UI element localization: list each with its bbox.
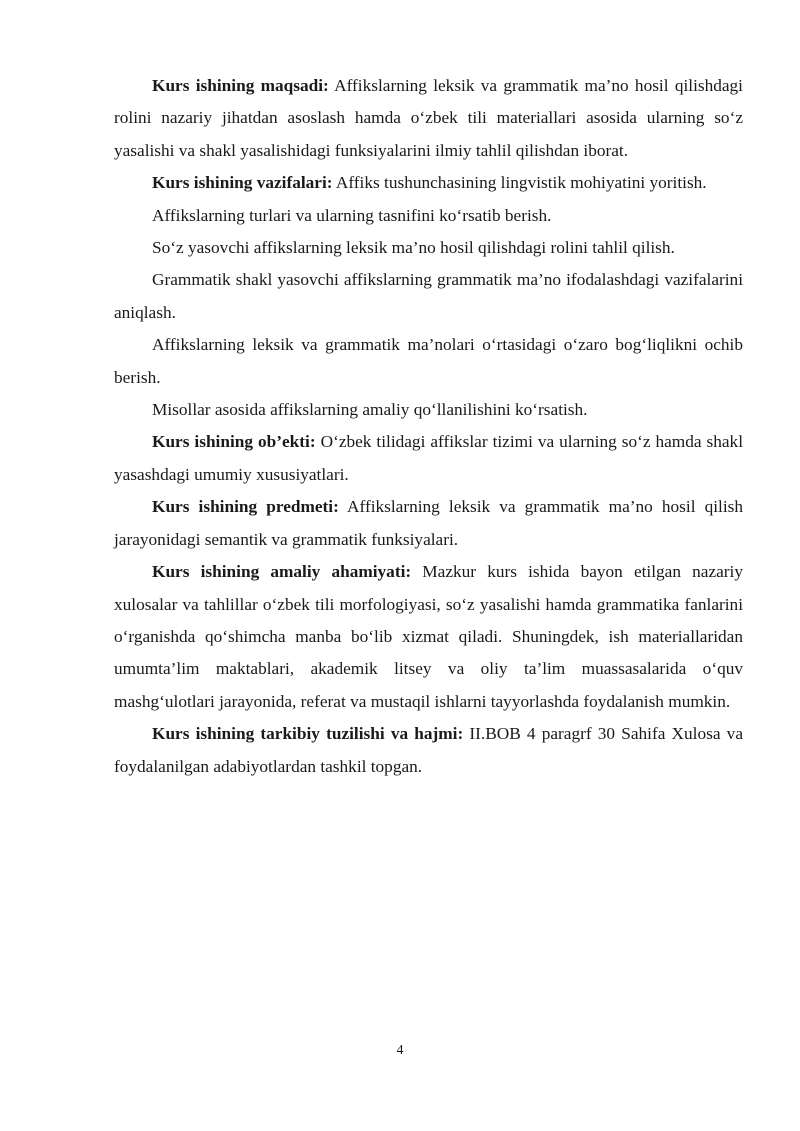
paragraph-text: Affikslarning leksik va grammatik ma’no hosil qilish jarayonidagi semantik va grammatik funksiyalari. — [114, 497, 743, 549]
paragraph-label: Kurs ishining tarkibiy tuzilishi va hajmi: — [152, 724, 464, 744]
paragraph-text: Affikslarning leksik va grammatik ma’nolari o‘rtasidagi o‘zaro bog‘liqlikni ochib berish. — [114, 335, 743, 387]
paragraph-text: Misollar asosida affikslarning amaliy qo‘llanilishini ko‘rsatish. — [152, 400, 588, 420]
paragraph-text: II.BOB 4 paragrf 30 Sahifa Xulosa va foydalanilgan adabiyotlardan tashkil topgan. — [114, 724, 743, 776]
paragraph-maqsadi — [114, 70, 743, 167]
paragraph-predmeti — [114, 491, 743, 556]
paragraph-label: Kurs ishining predmeti: — [152, 497, 339, 517]
paragraph-obekti — [114, 426, 743, 491]
paragraph-text: Affikslarning turlari va ularning tasnifini ko‘rsatib berish. — [152, 205, 552, 225]
task-item — [114, 232, 743, 264]
paragraph-text: So‘z yasovchi affikslarning leksik ma’no hosil qilishdagi rolini tahlil qilish. — [152, 238, 675, 258]
paragraph-label: Kurs ishining vazifalari: — [152, 173, 333, 193]
paragraph-tuzilishi — [114, 718, 743, 783]
task-item — [114, 329, 743, 394]
paragraph-text: Grammatik shakl yasovchi affikslarning grammatik ma’no ifodalashdagi vazifalarini aniqlash. — [114, 270, 743, 322]
paragraph-vazifalari — [114, 167, 743, 199]
task-item — [114, 394, 743, 426]
paragraph-text: O‘zbek tilidagi affikslar tizimi va ularning so‘z hamda shakl yasashdagi umumiy xususiyatlari. — [114, 432, 743, 484]
paragraph-text: Affiks tushunchasining lingvistik mohiyatini yoritish. — [332, 173, 707, 193]
page-number: 4 — [396, 1043, 404, 1058]
paragraph-text: Mazkur kurs ishida bayon etilgan nazariy xulosalar va tahlillar o‘zbek tili morfologiyasi, so‘z yasalishi hamda grammatika fanlarini o‘rganishda qo‘shimcha manba bo‘lib xizmat qiladi. Shuningdek, ish materiallaridan umumta’lim maktablari, akademik litsey va oliy ta’lim muassasalarida o‘quv mashg‘ulotlari jarayonida, referat va mustaqil ishlarni tayyorlashda foydalanish mumkin. — [114, 562, 743, 711]
paragraph-label: Kurs ishining ob’ekti: — [152, 432, 316, 452]
document-body — [114, 70, 743, 783]
paragraph-label: Kurs ishining maqsadi: — [152, 76, 329, 95]
paragraph-amaliy-ahamiyati — [114, 556, 743, 718]
task-item — [114, 264, 743, 329]
paragraph-label: Kurs ishining amaliy ahamiyati: — [152, 562, 412, 582]
paragraph-text: Affikslarning leksik va grammatik ma’no hosil qilishdagi rolini nazariy jihatdan asoslash hamda o‘zbek tili materiallari asosida ularning so‘z yasalishi va shakl yasalishidagi funksiyalarini ilmiy tahlil qilishdan iborat. — [114, 76, 743, 160]
task-item — [114, 200, 743, 232]
